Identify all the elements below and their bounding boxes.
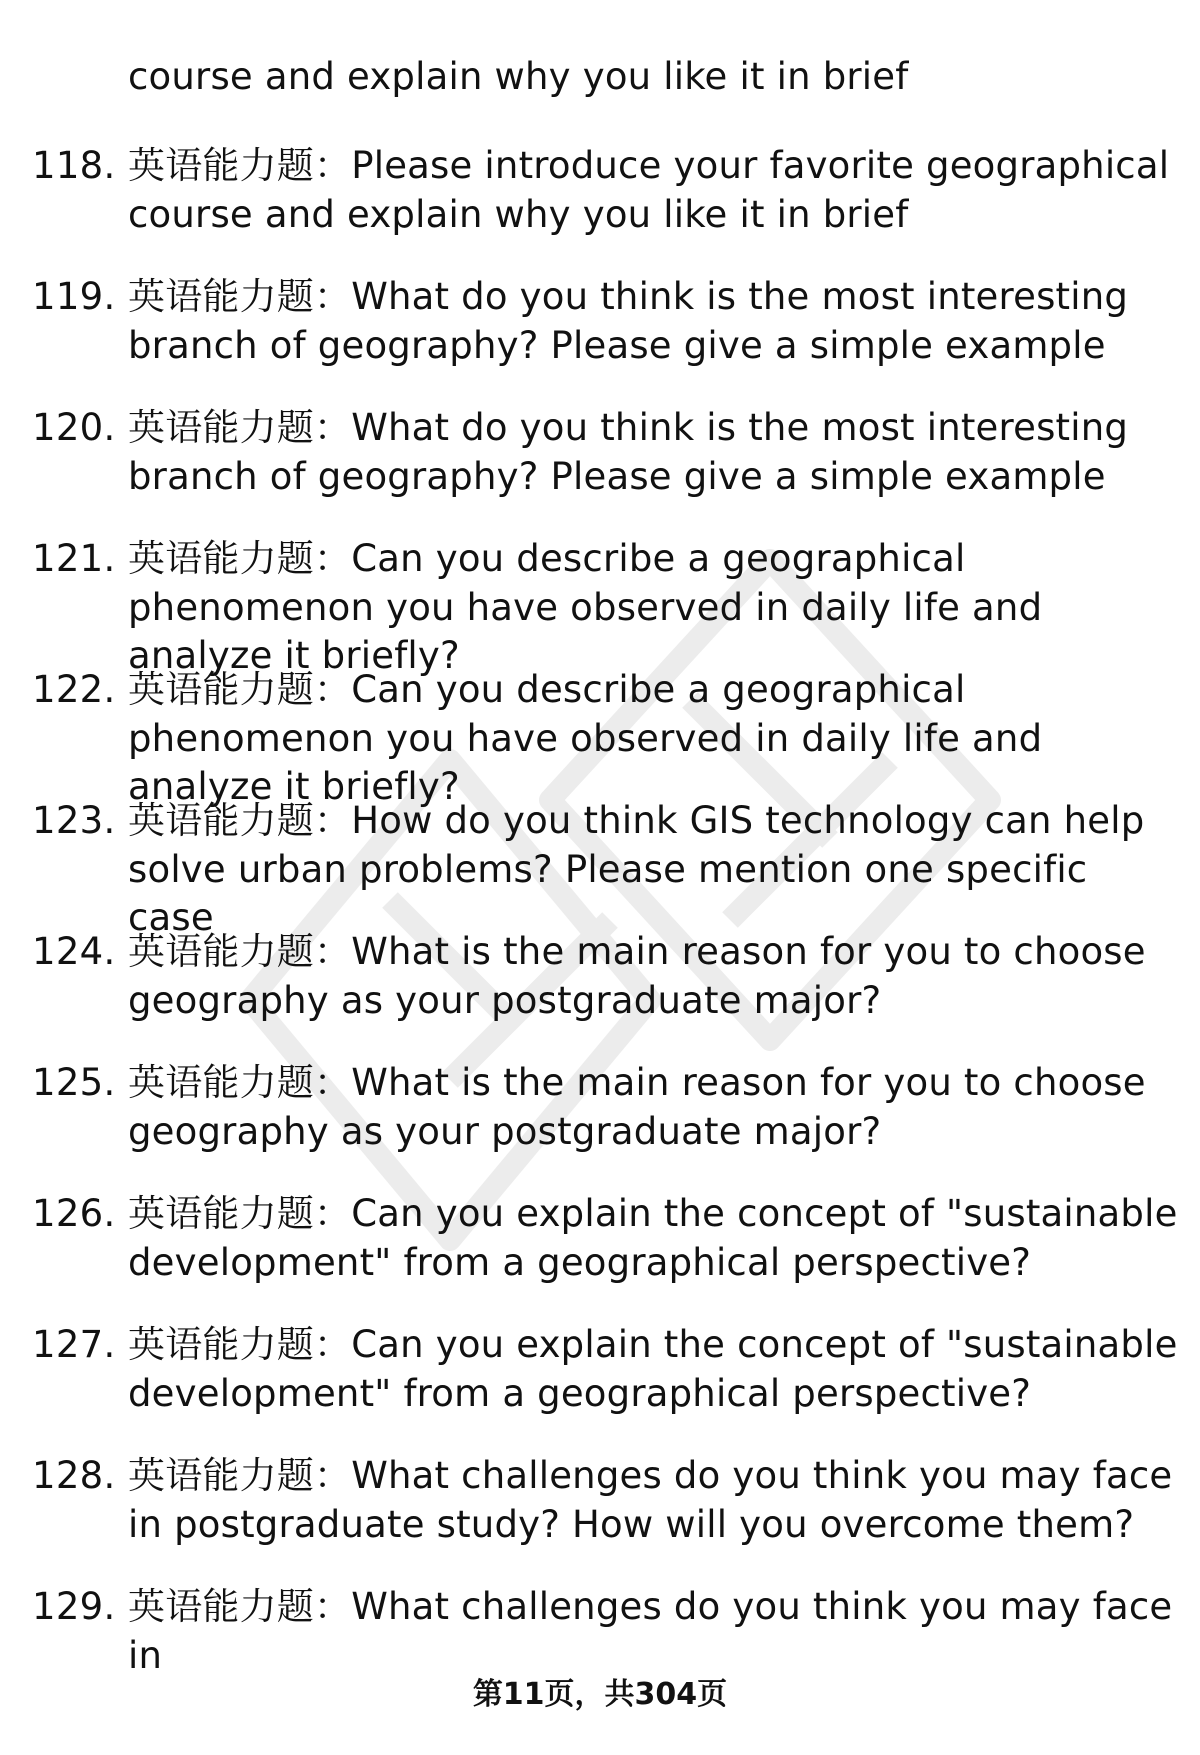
item-number: 126. <box>32 1192 116 1235</box>
item-number: 118. <box>32 144 116 187</box>
item-prefix: 英语能力题： <box>128 799 352 842</box>
item-text <box>128 797 1178 943</box>
item-number: 119. <box>32 275 116 318</box>
item-prefix: 英语能力题： <box>128 537 352 580</box>
item-question: What is the main reason for you to choose geography as your postgraduate major? <box>128 930 1146 1022</box>
item-number: 121. <box>32 537 116 580</box>
item-text <box>128 1190 1178 1287</box>
item-number: 127. <box>32 1323 116 1366</box>
item-number: 125. <box>32 1061 116 1104</box>
item-question: What challenges do you think you may face in postgraduate study? How will you overcome them? <box>128 1454 1173 1546</box>
item-continuation-text: course and explain why you like it in brief <box>128 55 909 98</box>
item-text <box>128 535 1178 681</box>
item-question: Can you describe a geographical phenomenon you have observed in daily life and analyze it briefly? <box>128 537 1043 677</box>
item-question: Can you explain the concept of "sustainable development" from a geographical perspective? <box>128 1192 1178 1284</box>
item-question: Can you explain the concept of "sustainable development" from a geographical perspective? <box>128 1323 1178 1415</box>
item-question: Please introduce your favorite geographical course and explain why you like it in brief <box>128 144 1170 236</box>
item-prefix: 英语能力题： <box>128 1061 352 1104</box>
item-question: What do you think is the most interesting branch of geography? Please give a simple example <box>128 406 1129 498</box>
item-text <box>128 666 1178 812</box>
item-prefix: 英语能力题： <box>128 275 352 318</box>
item-prefix: 英语能力题： <box>128 1323 352 1366</box>
item-prefix: 英语能力题： <box>128 930 352 973</box>
item-text <box>128 273 1178 370</box>
item-number: 128. <box>32 1454 116 1497</box>
item-text <box>128 1059 1178 1156</box>
item-prefix: 英语能力题： <box>128 1454 352 1497</box>
item-text <box>128 928 1178 1025</box>
item-prefix: 英语能力题： <box>128 1192 352 1235</box>
item-prefix: 英语能力题： <box>128 144 352 187</box>
item-question: How do you think GIS technology can help solve urban problems? Please mention one specific case <box>128 799 1145 939</box>
item-text <box>128 404 1178 501</box>
item-prefix: 英语能力题： <box>128 1585 352 1628</box>
item-text <box>128 1321 1178 1418</box>
item-question: What is the main reason for you to choose geography as your postgraduate major? <box>128 1061 1146 1153</box>
item-text <box>128 142 1178 239</box>
item-prefix: 英语能力题： <box>128 668 352 711</box>
item-question: Can you describe a geographical phenomenon you have observed in daily life and analyze it briefly? <box>128 668 1043 808</box>
item-number: 123. <box>32 799 116 842</box>
item-text <box>128 1452 1178 1549</box>
item-question: What challenges do you think you may face in <box>128 1585 1173 1677</box>
item-prefix: 英语能力题： <box>128 406 352 449</box>
item-text <box>128 1583 1178 1680</box>
item-number: 120. <box>32 406 116 449</box>
page-number-footer: 第11页，共304页 <box>472 1677 728 1712</box>
item-number: 122. <box>32 668 116 711</box>
item-number: 124. <box>32 930 116 973</box>
item-question: What do you think is the most interesting branch of geography? Please give a simple example <box>128 275 1129 367</box>
item-number: 129. <box>32 1585 116 1628</box>
